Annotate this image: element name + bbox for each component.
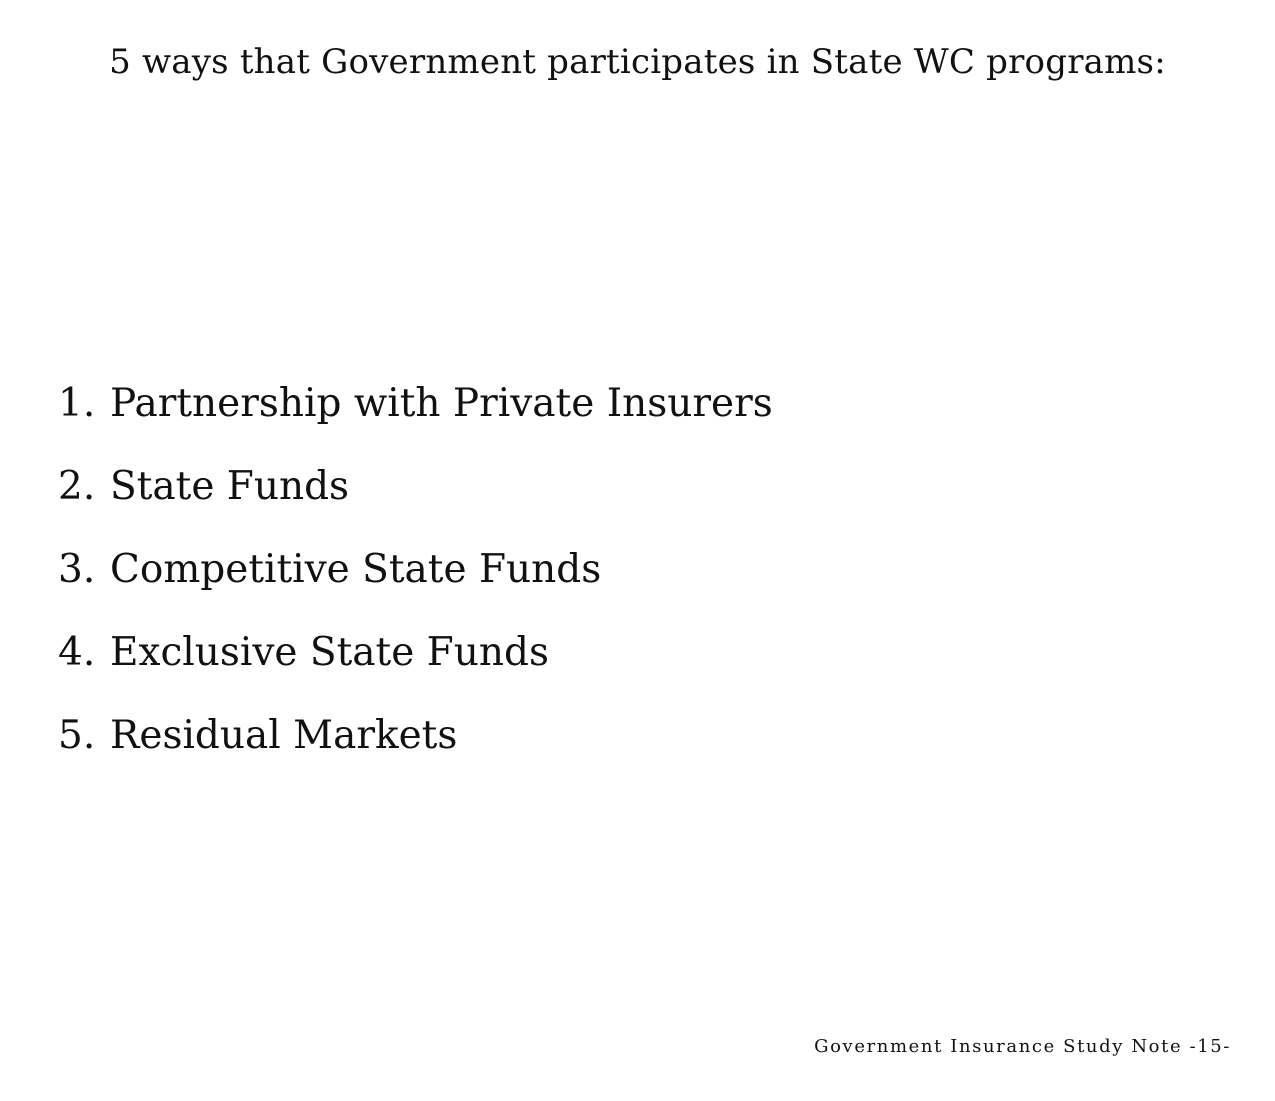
ways-list [58, 378, 773, 793]
list-item [58, 627, 773, 710]
list-item-number: 4. [58, 630, 96, 675]
list-item [58, 461, 773, 544]
footer-note: Government Insurance Study Note -15- [814, 1036, 1231, 1057]
list-item [58, 710, 773, 793]
list-item-text: Partnership with Private Insurers [110, 381, 773, 426]
list-item [58, 378, 773, 461]
list-item-number: 1. [58, 381, 96, 426]
slide-title: 5 ways that Government participates in State WC programs: [109, 42, 1166, 82]
list-item-text: Competitive State Funds [110, 547, 602, 592]
list-item [58, 544, 773, 627]
list-item-number: 2. [58, 464, 96, 509]
list-item-number: 3. [58, 547, 96, 592]
list-item-text: Residual Markets [110, 713, 458, 758]
list-item-text: Exclusive State Funds [110, 630, 549, 675]
list-item-text: State Funds [110, 464, 350, 509]
list-item-number: 5. [58, 713, 96, 758]
